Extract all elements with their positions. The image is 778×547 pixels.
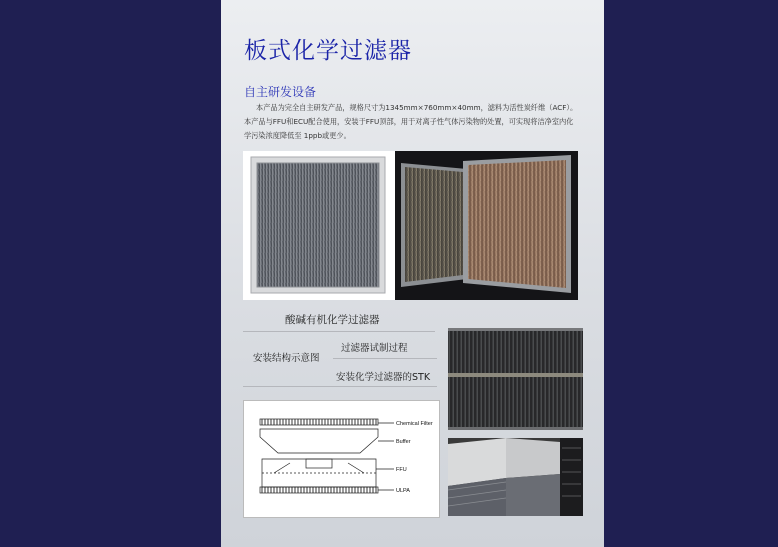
filter-trial-photo bbox=[448, 328, 583, 430]
divider bbox=[333, 358, 437, 359]
section-title: 酸碱有机化学过滤器 bbox=[285, 314, 380, 326]
buffer-label: Buffer bbox=[396, 439, 411, 445]
filter-panel-photo bbox=[243, 151, 395, 300]
stk-label: 安装化学过滤器的STK bbox=[336, 372, 431, 383]
stk-installation-photo bbox=[448, 438, 583, 516]
filter-pair-photo bbox=[395, 151, 578, 300]
chemical-filter-label: Chemical Filter bbox=[396, 421, 433, 427]
ffu-label: FFU bbox=[396, 467, 407, 473]
divider bbox=[243, 331, 435, 332]
installation-diagram bbox=[243, 400, 440, 518]
install-diagram-label: 安装结构示意图 bbox=[253, 353, 320, 364]
divider bbox=[243, 386, 437, 387]
product-description: 本产品为完全自主研发产品，规格尺寸为1345mm×760mm×40mm，滤料为活性炭纤维（ACF）。本产品与FFU和ECU配合使用，安装于FFU顶部，用于对离子性气体污染物的处置，可实现将洁净室内化学污染浓度降低至 1ppb或更少。 bbox=[244, 103, 578, 140]
page-title: 板式化学过滤器 bbox=[244, 38, 412, 64]
trial-process-label: 过滤器试制过程 bbox=[341, 343, 408, 354]
ulpa-label: ULPA bbox=[396, 488, 410, 494]
document-page bbox=[221, 0, 604, 547]
page-subtitle: 自主研发设备 bbox=[244, 85, 317, 99]
